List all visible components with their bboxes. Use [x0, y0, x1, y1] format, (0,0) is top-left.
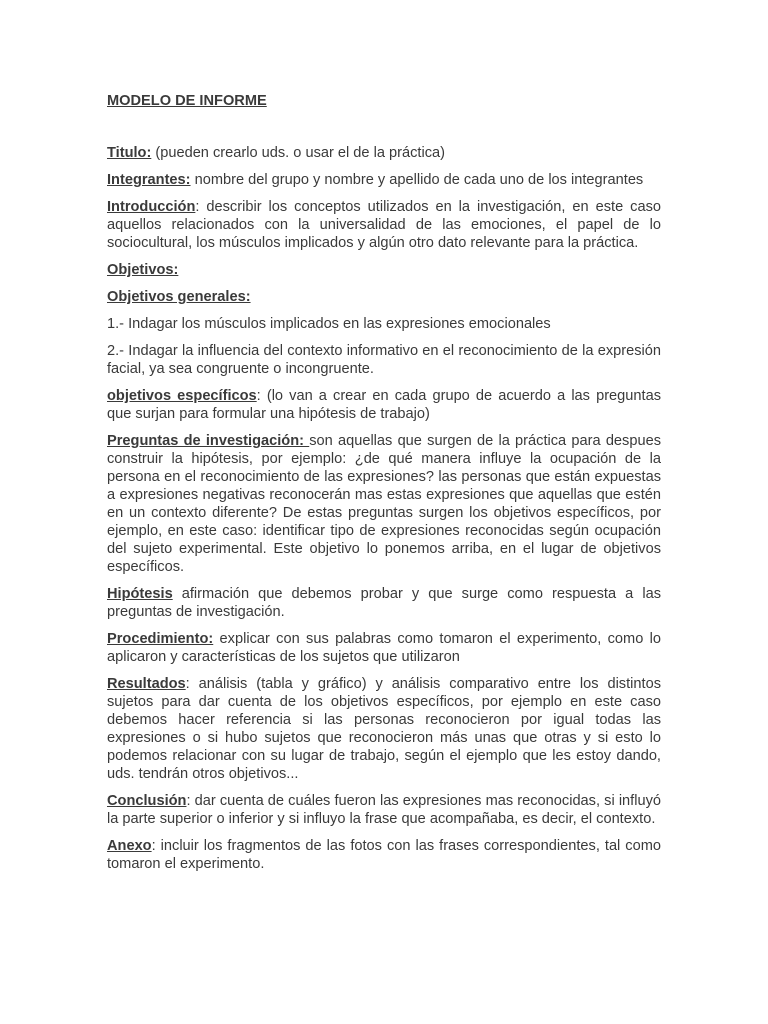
document-title: MODELO DE INFORME: [107, 93, 267, 109]
label-resultados: Resultados: [107, 676, 186, 692]
paragraph-anexo: [107, 837, 661, 873]
text-objetivos-especificos: : (lo van a crear en cada grupo de acuerdo a las preguntas que surjan para formular una hipótesis de trabajo): [107, 388, 661, 422]
label-hipotesis: Hipótesis: [107, 586, 173, 602]
paragraph-introduccion: [107, 198, 661, 252]
paragraph-procedimiento: [107, 630, 661, 666]
label-introduccion: Introducción: [107, 199, 196, 215]
paragraph-titulo: [107, 144, 661, 162]
paragraph-resultados: [107, 675, 661, 783]
label-titulo: Titulo:: [107, 145, 152, 161]
paragraph-objetivos-especificos: [107, 387, 661, 423]
label-objetivos-especificos: objetivos específicos: [107, 388, 257, 404]
text-preguntas: son aquellas que surgen de la práctica para despues construir la hipótesis, por ejemplo: ¿de qué manera influye la ocupación de la persona en el reconocimiento de las expresiones? las personas que están expuestas a expresiones negativas reconocerán mas estas expresiones que aquellas que estén en un contexto diferente? De estas preguntas surgen los objetivos específicos, por ejemplo, en este caso: identificar tipo de expresiones reconocidas según ocupación del sujeto experimental. Este objetivo lo ponemos arriba, en el lugar de objetivos específicos.: [107, 433, 661, 575]
label-anexo: Anexo: [107, 838, 152, 854]
label-integrantes: Integrantes:: [107, 172, 191, 188]
paragraph-hipotesis: [107, 585, 661, 621]
paragraph-objetivos-generales: [107, 288, 661, 306]
paragraph-conclusion: [107, 792, 661, 828]
document-page: [107, 92, 661, 882]
text-anexo: : incluir los fragmentos de las fotos con las frases correspondientes, tal como tomaron el experimento.: [107, 838, 661, 872]
text-procedimiento: explicar con sus palabras como tomaron el experimento, como lo aplicaron y características de los sujetos que utilizaron: [107, 631, 661, 665]
paragraph-preguntas: [107, 432, 661, 576]
label-objetivos-generales: Objetivos generales:: [107, 289, 251, 305]
paragraph-integrantes: [107, 171, 661, 189]
label-preguntas: Preguntas de investigación:: [107, 433, 310, 449]
label-procedimiento: Procedimiento:: [107, 631, 214, 647]
text-titulo: (pueden crearlo uds. o usar el de la práctica): [151, 145, 445, 161]
text-objetivo-1: 1.- Indagar los músculos implicados en las expresiones emocionales: [107, 316, 551, 332]
label-objetivos: Objetivos:: [107, 262, 179, 278]
paragraph-objetivo-1: [107, 315, 661, 333]
label-conclusion: Conclusión: [107, 793, 187, 809]
text-integrantes: nombre del grupo y nombre y apellido de cada uno de los integrantes: [190, 172, 644, 188]
text-conclusion: : dar cuenta de cuáles fueron las expresiones mas reconocidas, si influyó la parte superior o inferior y si influyo la frase que acompañaba, es decir, el contexto.: [107, 793, 661, 827]
text-objetivo-2: 2.- Indagar la influencia del contexto informativo en el reconocimiento de la expresión facial, ya sea congruente o incongruente.: [107, 343, 661, 377]
text-hipotesis: afirmación que debemos probar y que surge como respuesta a las preguntas de investigación.: [107, 586, 661, 620]
text-resultados: : análisis (tabla y gráfico) y análisis comparativo entre los distintos sujetos para dar cuenta de los objetivos específicos, por ejemplo en este caso debemos hacer referencia si las personas reconocieron por igual todas las expresiones o si hubo sujetos que reconocieron más unas que otras y si esto lo podemos relacionar con su lugar de trabajo, según el ejemplo que les estoy dando, uds. tendrán otros objetivos...: [107, 676, 661, 782]
paragraph-objetivo-2: [107, 342, 661, 378]
paragraph-objetivos: [107, 261, 661, 279]
text-introduccion: : describir los conceptos utilizados en la investigación, en este caso aquellos relacionados con la universalidad de las emociones, el papel de lo sociocultural, los músculos implicados y algún otro dato relevante para la práctica.: [107, 199, 661, 251]
